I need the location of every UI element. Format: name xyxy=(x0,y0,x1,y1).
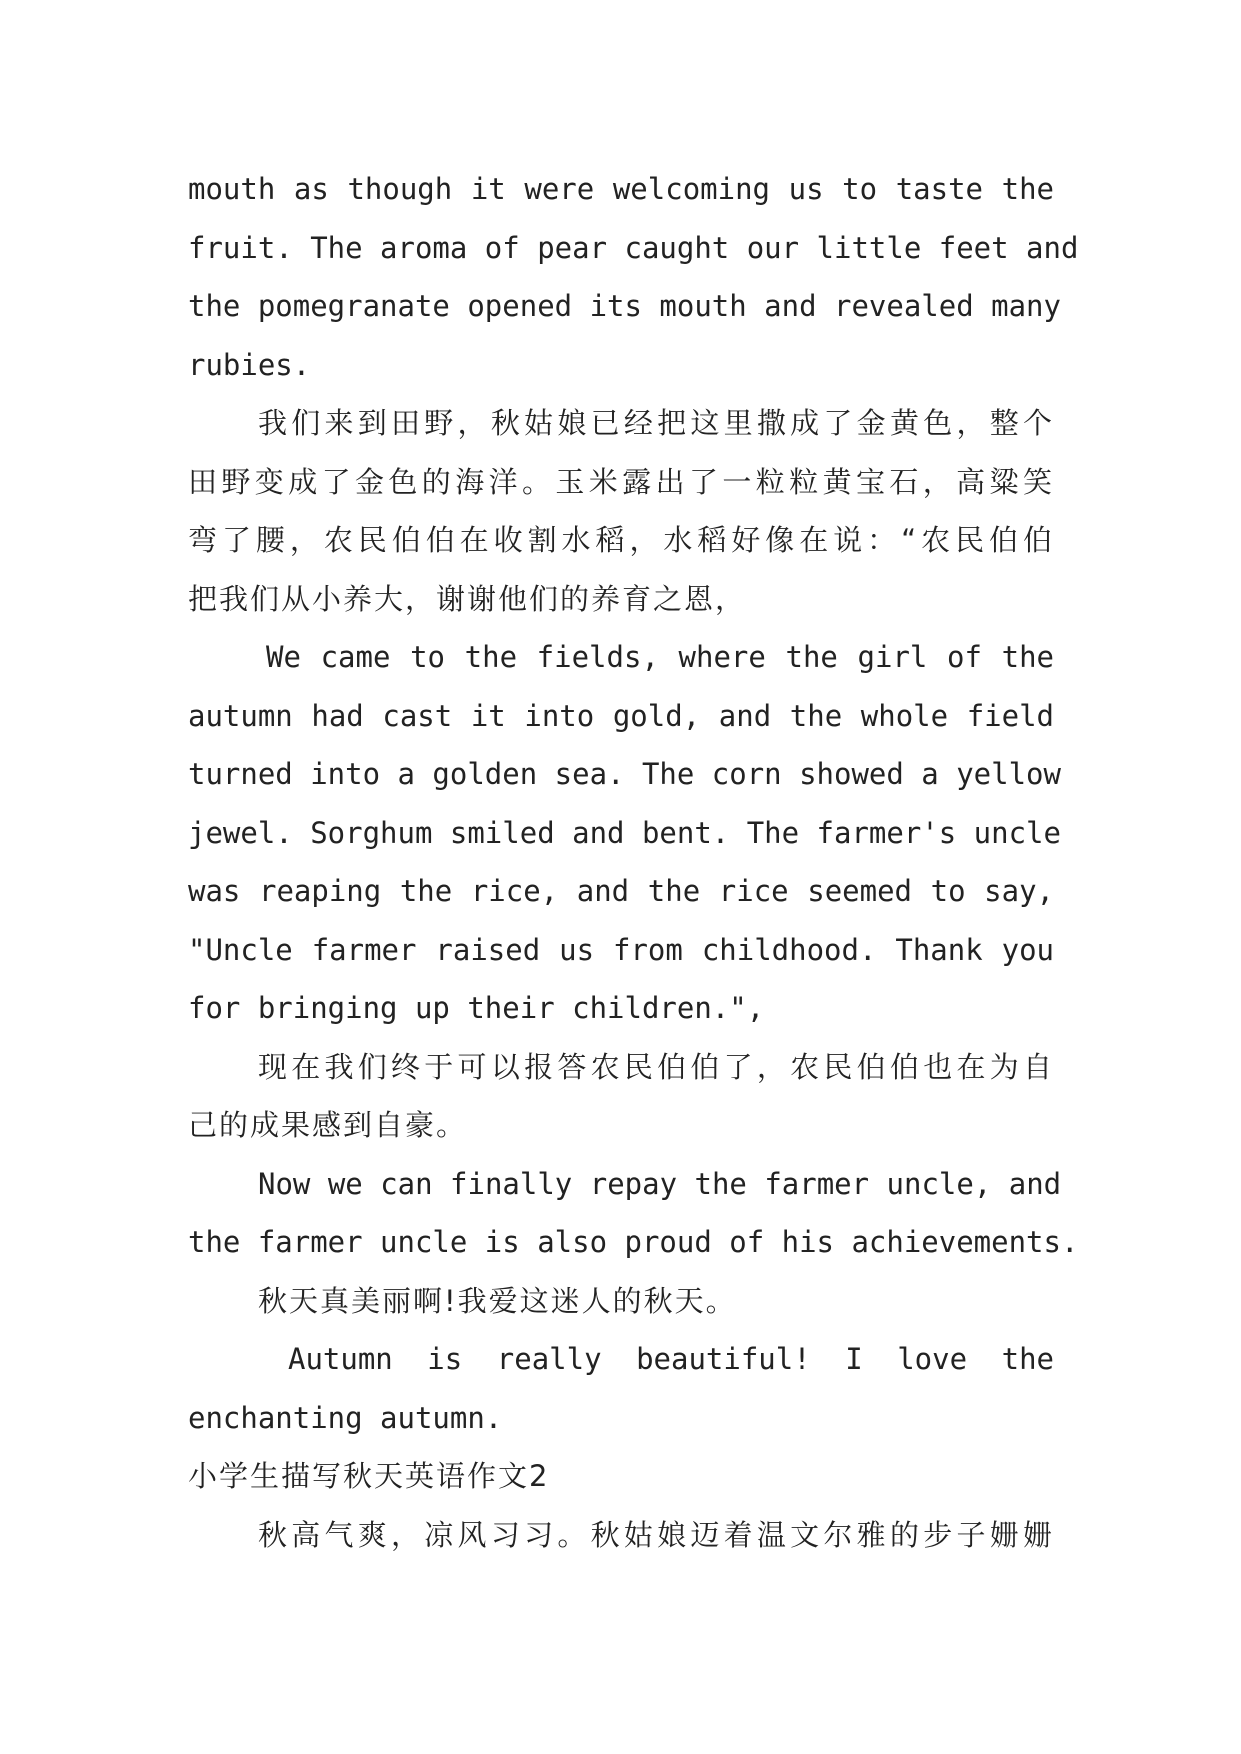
text-line: 弯了腰，农民伯伯在收割水稻，水稻好像在说：“农民伯伯 xyxy=(188,523,1054,557)
text-line: turned into a golden sea. The corn showed a yellow xyxy=(188,757,1061,791)
text-line: 秋天真美丽啊!我爱这迷人的秋天。 xyxy=(258,1283,737,1318)
text-line: Now we can finally repay the farmer uncle, and xyxy=(258,1166,1062,1201)
text-line: 秋高气爽，凉风习习。秋姑娘迈着温文尔雅的步子姗姗 xyxy=(258,1517,1054,1552)
text-line: 我们来到田野，秋姑娘已经把这里撒成了金黄色，整个 xyxy=(258,406,1054,440)
text-line: We came to the fields, where the girl of the xyxy=(266,640,1054,674)
text-line: for bringing up their children.", xyxy=(188,991,765,1025)
text-line: "Uncle farmer raised us from childhood. Thank you xyxy=(188,932,1054,967)
text-line: 现在我们终于可以报答农民伯伯了，农民伯伯也在为自 xyxy=(258,1049,1054,1084)
text-line: was reaping the rice, and the rice seemed to say, xyxy=(188,874,1054,908)
text-line: rubies. xyxy=(188,347,311,382)
text-line: 田野变成了金色的海洋。玉米露出了一粒粒黄宝石，高粱笑 xyxy=(188,464,1054,499)
document-body xyxy=(188,160,1079,1564)
section-heading: 小学生描写秋天英语作文2 xyxy=(188,1459,550,1493)
text-line: 己的成果感到自豪。 xyxy=(188,1108,468,1142)
text-line: mouth as though it were welcoming us to taste the xyxy=(188,172,1054,206)
text-line: jewel. Sorghum smiled and bent. The farmer's uncle xyxy=(188,815,1061,850)
text-line: Autumn is really beautiful! I love the xyxy=(288,1342,1054,1376)
text-line: the pomegranate opened its mouth and revealed many xyxy=(188,289,1061,323)
text-line: the farmer uncle is also proud of his achievements. xyxy=(188,1225,1079,1259)
text-line: fruit. The aroma of pear caught our little feet and xyxy=(188,230,1079,265)
text-line: enchanting autumn. xyxy=(188,1400,503,1435)
text-line: autumn had cast it into gold, and the whole field xyxy=(188,698,1054,733)
text-line: 把我们从小养大，谢谢他们的养育之恩， xyxy=(188,581,747,616)
